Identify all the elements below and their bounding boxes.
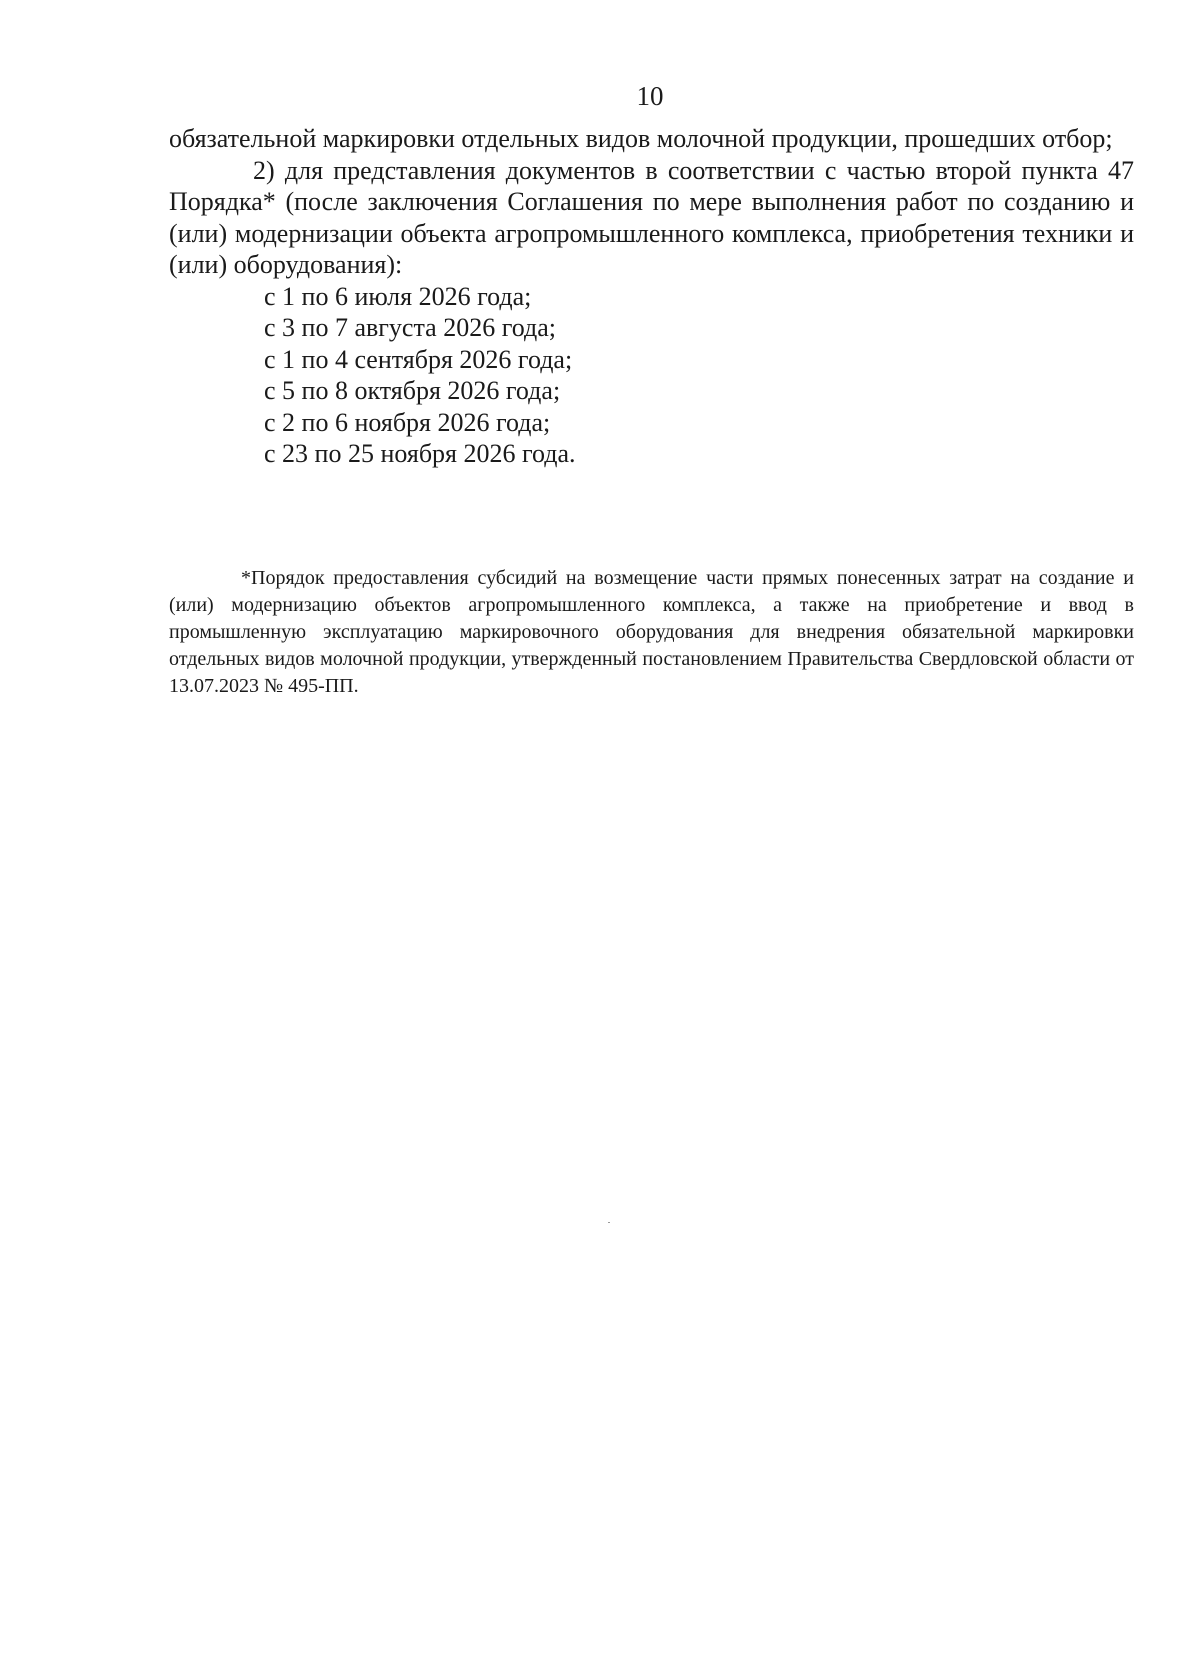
date-item: с 1 по 6 июля 2026 года; xyxy=(264,281,532,311)
date-list xyxy=(169,281,1134,470)
date-item: с 5 по 8 октября 2026 года; xyxy=(264,376,561,405)
date-item: с 3 по 7 августа 2026 года; xyxy=(264,313,556,342)
footnote: *Порядок предоставления субсидий на возмещение части прямых понесенных затрат на создание и (или) модернизацию объектов агропромышленного комплекса, а также на приобретение и ввод в промышленную эксплуатацию маркировочного оборудования для внедрения обязательной маркировки отдельных видов молочной продукции, утвержденный постановлением Правительства Свердловской области от 13.07.2023 № 495-ПП. xyxy=(169,567,1134,697)
continuation-paragraph: обязательной маркировки отдельных видов молочной продукции, прошедших отбор; xyxy=(169,124,1113,153)
item-2-paragraph: 2) для представления документов в соответствии с частью второй пункта 47 Порядка* (после заключения Соглашения по мере выполнения работ по созданию и (или) модернизации объекта агропромышленного комплекса, приобретения техники и (или) оборудования): xyxy=(169,155,1134,279)
scan-speck xyxy=(608,1222,610,1223)
date-item: с 1 по 4 сентября 2026 года; xyxy=(264,344,573,374)
body-text xyxy=(169,123,1134,470)
page-number: 10 xyxy=(636,81,664,111)
date-item: с 23 по 25 ноября 2026 года. xyxy=(264,439,576,468)
date-item: с 2 по 6 ноября 2026 года; xyxy=(264,407,551,437)
